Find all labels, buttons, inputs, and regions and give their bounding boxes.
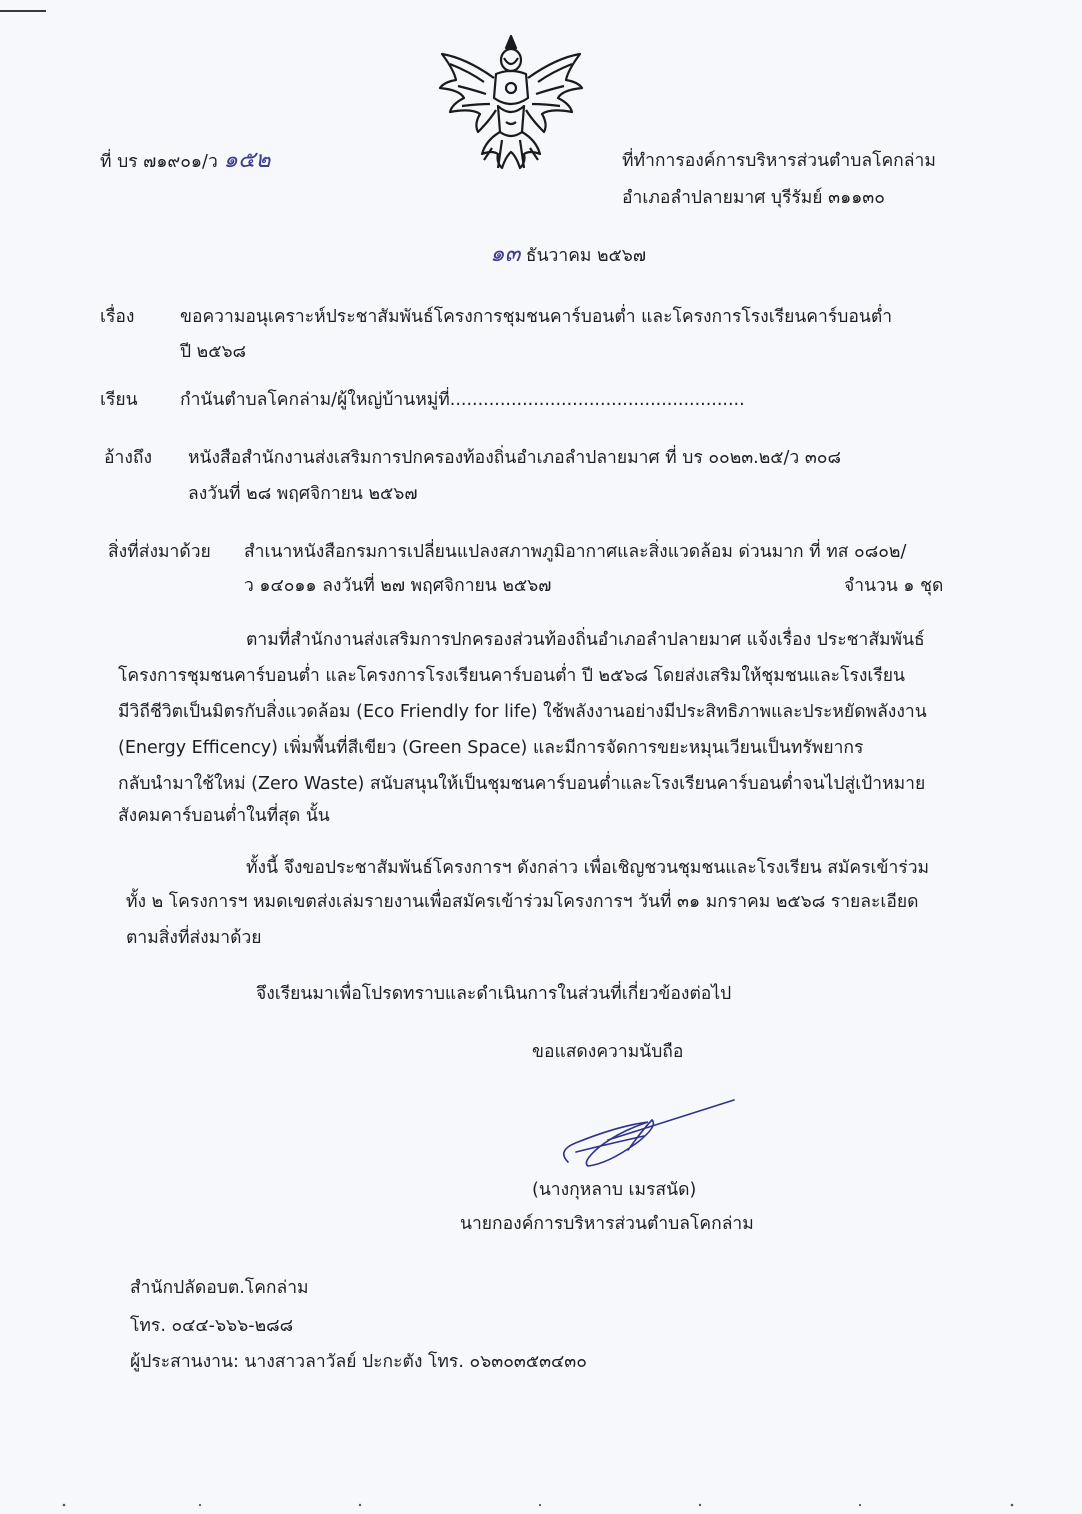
subject-line1: ขอความอนุเคราะห์ประชาสัมพันธ์โครงการชุมชนคาร์บอนต่ำ และโครงการโรงเรียนคาร์บอนต่ำ	[180, 307, 893, 327]
body-p2-line: ตามสิ่งที่ส่งมาด้วย	[126, 928, 262, 948]
scan-bottom-dots	[60, 1503, 1020, 1507]
enclosure-line1: สำเนาหนังสือกรมการเปลี่ยนแปลงสภาพภูมิอากาศและสิ่งแวดล้อม ด่วนมาก ที่ ทส ๐๘๐๒/	[244, 542, 907, 562]
scan-edge-mark	[0, 10, 46, 12]
reference-line1: หนังสือสำนักงานส่งเสริมการปกครองท้องถิ่นอำเภอลำปลายมาศ ที่ บร ๐๐๒๓.๒๕/ว ๓๐๘	[188, 448, 841, 468]
footer-office: สำนักปลัดอบต.โคกล่าม	[130, 1278, 309, 1298]
subject-label: เรื่อง	[100, 307, 135, 327]
body-p1-line: กลับนำมาใช้ใหม่ (Zero Waste) สนับสนุนให้เป็นชุมชนคาร์บอนต่ำและโรงเรียนคาร์บอนต่ำจนไปสู่เป้าหมาย	[118, 774, 926, 794]
office-address-line1: ที่ทำการองค์การบริหารส่วนตำบลโคกล่าม	[622, 151, 936, 171]
enclosure-label: สิ่งที่ส่งมาด้วย	[108, 542, 211, 562]
body-p1-line: (Energy Efficency) เพิ่มพื้นที่สีเขียว (Green Space) และมีการจัดการขยะหมุนเวียนเป็นทรัพยากร	[118, 738, 864, 758]
reference-handwritten-number: ๑๕๒	[223, 147, 271, 173]
garuda-emblem-icon	[436, 28, 586, 174]
subject-line2: ปี ๒๕๖๘	[180, 342, 247, 362]
body-p2-line: ทั้งนี้ จึงขอประชาสัมพันธ์โครงการฯ ดังกล่าว เพื่อเชิญชวนชุมชนและโรงเรียน สมัครเข้าร่วม	[246, 858, 930, 878]
body-p1-line: โครงการชุมชนคาร์บอนต่ำ และโครงการโรงเรียนคาร์บอนต่ำ ปี ๒๕๖๘ โดยส่งเสริมให้ชุมชนและโรงเรียน	[118, 666, 906, 686]
footer-coordinator: ผู้ประสานงาน: นางสาวลาวัลย์ ปะกะตัง โทร. ๐๖๓๐๓๕๓๔๓๐	[130, 1352, 587, 1372]
signature-greeting: ขอแสดงความนับถือ	[532, 1042, 684, 1062]
reference-number	[100, 148, 271, 174]
body-p2-line: ทั้ง ๒ โครงการฯ หมดเขตส่งเล่มรายงานเพื่อสมัครเข้าร่วมโครงการฯ วันที่ ๓๑ มกราคม ๒๕๖๘ รายละเอียด	[126, 892, 919, 912]
signer-title: นายกองค์การบริหารส่วนตำบลโคกล่าม	[460, 1214, 754, 1234]
handwritten-signature	[548, 1092, 748, 1182]
to-label: เรียน	[100, 390, 138, 410]
body-p1-line: มีวิถีชีวิตเป็นมิตรกับสิ่งแวดล้อม (Eco Friendly for life) ใช้พลังงานอย่างมีประสิทธิภาพและประหยัดพลังงาน	[118, 702, 927, 722]
to-recipient: กำนันตำบลโคกล่าม/ผู้ใหญ่บ้านหมู่ที่.....................................................	[180, 390, 745, 410]
footer-phone: โทร. ๐๔๔-๖๖๖-๒๘๘	[130, 1316, 294, 1336]
closing-sentence: จึงเรียนมาเพื่อโปรดทราบและดำเนินการในส่วนที่เกี่ยวข้องต่อไป	[256, 984, 732, 1004]
enclosure-count: จำนวน ๑ ชุด	[844, 576, 944, 596]
enclosure-line2: ว ๑๔๐๑๑ ลงวันที่ ๒๗ พฤศจิกายน ๒๕๖๗	[244, 576, 552, 596]
signer-name: (นางกุหลาบ เมรสนัด)	[532, 1180, 697, 1200]
reference-prefix: ที่ บร ๗๑๙๐๑/ว	[100, 152, 218, 172]
date-handwritten-day: ๑๓	[490, 241, 521, 267]
letter-date	[490, 242, 646, 268]
body-p1-line: สังคมคาร์บอนต่ำในที่สุด นั้น	[118, 806, 330, 826]
reference-label: อ้างถึง	[104, 448, 153, 468]
body-p1-line: ตามที่สำนักงานส่งเสริมการปกครองส่วนท้องถิ่นอำเภอลำปลายมาศ แจ้งเรื่อง ประชาสัมพันธ์	[246, 630, 925, 650]
office-address-line2: อำเภอลำปลายมาศ บุรีรัมย์ ๓๑๑๓๐	[622, 188, 885, 208]
date-month-year: ธันวาคม ๒๕๖๗	[525, 246, 647, 266]
reference-line2: ลงวันที่ ๒๘ พฤศจิกายน ๒๕๖๗	[188, 484, 418, 504]
